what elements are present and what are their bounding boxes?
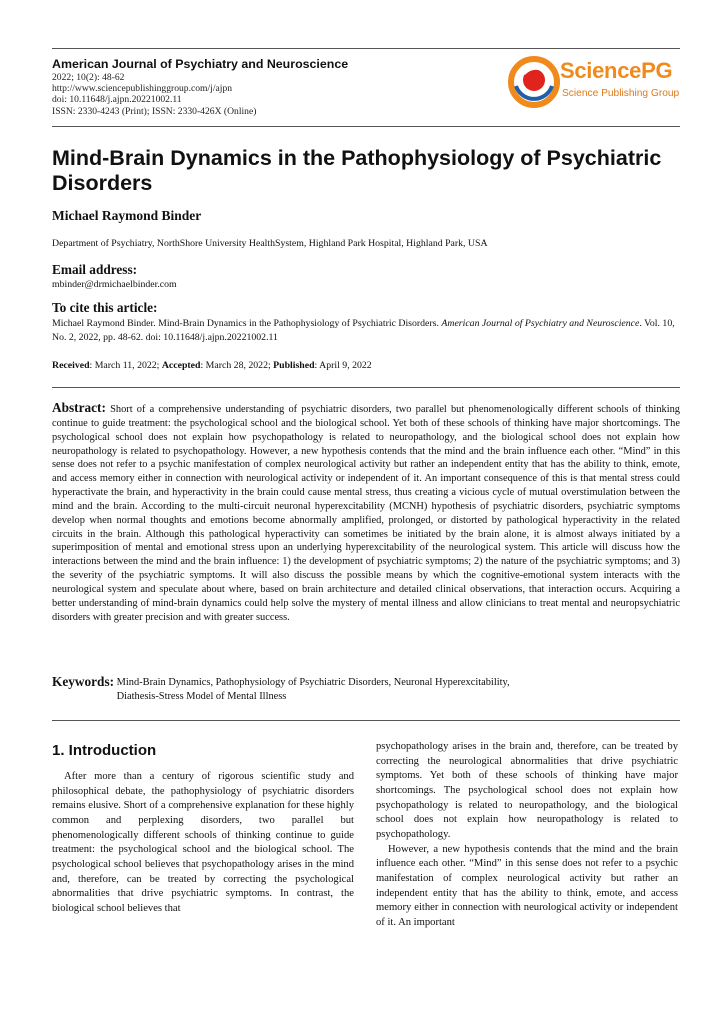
logo-name: SciencePG xyxy=(560,58,673,83)
body-column-right xyxy=(376,740,678,931)
received-label: Received xyxy=(52,360,90,371)
top-rule xyxy=(52,48,680,49)
author-name: Michael Raymond Binder xyxy=(52,208,202,223)
abstract-top-rule xyxy=(52,387,680,388)
received-date: : March 11, 2022; xyxy=(89,360,162,371)
email-heading: Email address: xyxy=(52,262,138,277)
keywords-line-2: Diathesis-Stress Model of Mental Illness xyxy=(116,691,287,702)
keywords xyxy=(52,675,680,704)
journal-name: American Journal of Psychiatry and Neuroscience xyxy=(52,57,349,71)
keywords-bottom-rule xyxy=(52,720,680,721)
published-label: Published xyxy=(273,360,315,371)
abstract xyxy=(52,401,680,625)
publisher-logo xyxy=(508,54,684,112)
journal-issn: ISSN: 2330-4243 (Print); ISSN: 2330-426X (Online) xyxy=(52,105,257,117)
citation-suffix: . Vol. 10, No. 2, 2022, pp. 48-62. doi: 10.11648/j.ajpn.20221002.11 xyxy=(52,318,675,343)
author-affiliation: Department of Psychiatry, NorthShore University HealthSystem, Highland Park Hospital, Highland Park, USA xyxy=(52,238,488,249)
publication-dates xyxy=(52,359,682,373)
accepted-date: : March 28, 2022; xyxy=(200,360,274,371)
journal-url[interactable]: http://www.sciencepublishinggroup.com/j/ajpn xyxy=(52,83,233,95)
keywords-label: Keywords: xyxy=(52,674,115,689)
sciencepg-logo-icon xyxy=(508,56,560,108)
abstract-text: Short of a comprehensive understanding of psychiatric disorders, two parallel but phenomenologically different schools of thinking continue to guide treatment: the psychological school and the biological school. Yet both of these schools of thinking have major shortcomings. The psychological school does not explain how psychopathology is related to neuropathology, and the biological school does not explain how neuropathology is related to psychopathology. However, a new hypothesis contends that the mind and the brain influence each other. “Mind” in this sense does not refer to a psychic manifestation of complex neurological activity but rather an independent entity that has the ability to think, emote, and access memory either in connection with neurological activity or independent of it. An important consequence of this is that mental stress could hyperactivate the brain, and hyperactivity in the brain could cause mental stress, thus creating a vicious cycle of mutual overstimulation between the mind and the brain. According to the multi-circuit neuronal hyperexcitability (MCNH) hypothesis of psychiatric disorders, psychiatric symptoms develop when normal thoughts and emotions become abnormally amplified, prolonged, or distorted by pathological hyperactivity in the related circuits in the brain. Although this pathological hyperactivity can sometimes be initiated by the brain alone, it is almost always initiated by a superimposition of mental and emotional stress upon an underlying hyperexcitability of the neurological system. This article will discuss how the interactions between the mind and the brain influence: 1) the development of psychiatric symptoms; 2) the nature of the psychiatric symptoms; and 3) the severity of the psychiatric symptoms. It will also discuss the possible means by which the cognitive-emotional system interacts with the neurological system and speculate about where, based on brain architecture and detailed clinical observations, that interaction occurs. Acquiring a better understanding of mind-brain dynamics could help solve the mystery of mental illness and allow clinicians to treat mental and neuropsychiatric disorders with greater precision and with greater success. xyxy=(52,404,680,623)
abstract-label: Abstract: xyxy=(52,400,106,415)
cite-heading: To cite this article: xyxy=(52,300,158,315)
journal-header xyxy=(52,57,492,117)
published-date: : April 9, 2022 xyxy=(314,360,372,371)
logo-subtitle: Science Publishing Group xyxy=(562,88,680,99)
intro-paragraph-1: After more than a century of rigorous scientific study and philosophical debate, the pathophysiology of psychiatric disorders remains elusive. Short of a comprehensive explanation for these highly common and perplexing disorders, two parallel but phenomenologically different schools of thinking continue to guide treatment: the psychological school and the biological school. The psychological school believes that psychopathology arises in the mind and, therefore, can be treated by correcting the psychological abnormalities that drive psychiatric symptoms. In contrast, the biological school believes that xyxy=(52,771,354,914)
intro-paragraph-1-continued: psychopathology arises in the brain and, therefore, can be treated by correcting the neurological abnormalities that drive psychiatric symptoms. Yet both of these schools of thinking have major shortcomings. The psychological school does not explain how psychopathology is related to neuropathology, and the biological school does not explain how neuropathology is related to psychopathology. xyxy=(376,741,678,840)
article-title: Mind-Brain Dynamics in the Pathophysiology of Psychiatric Disorders xyxy=(52,146,662,195)
citation-journal: American Journal of Psychiatry and Neuroscience xyxy=(441,318,640,329)
intro-paragraph-2: However, a new hypothesis contends that the mind and the brain influence each other. “Mind” in this sense does not refer to a psychic manifestation of complex neurological activity but rather an independent entity that has the ability to think, emote, and access memory either in connection with neurological activity or independent of it. An important xyxy=(376,843,678,928)
header-rule xyxy=(52,126,680,127)
journal-issue: 2022; 10(2): 48-62 xyxy=(52,72,125,83)
body-column-left xyxy=(52,740,354,917)
keywords-line-1: Mind-Brain Dynamics, Pathophysiology of Psychiatric Disorders, Neuronal Hyperexcitability, xyxy=(116,677,510,688)
keywords-list xyxy=(117,675,657,704)
citation-text xyxy=(52,317,682,345)
journal-doi: doi: 10.11648/j.ajpn.20221002.11 xyxy=(52,94,182,106)
email-address[interactable]: mbinder@drmichaelbinder.com xyxy=(52,279,177,290)
accepted-label: Accepted xyxy=(161,360,201,371)
citation-prefix: Michael Raymond Binder. Mind-Brain Dynamics in the Pathophysiology of Psychiatric Disorders. xyxy=(52,318,439,329)
section-heading-introduction: 1. Introduction xyxy=(52,742,157,759)
